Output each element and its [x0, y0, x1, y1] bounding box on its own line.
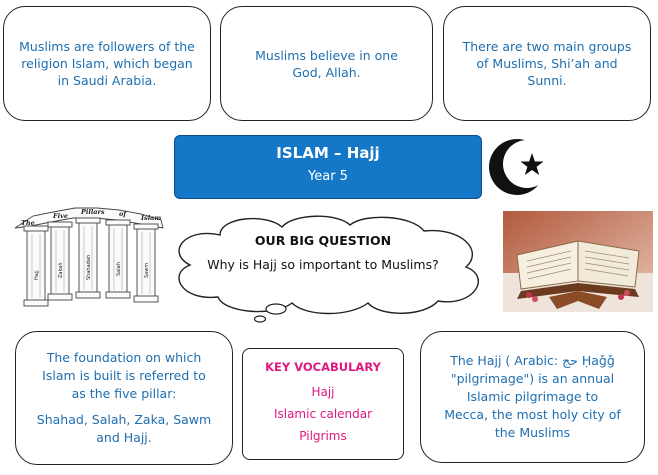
hajj-definition-text: The Hajj ( Arabic: حج‎ Ḥaǧǧ "pilgrimage") is an annual Islamic pilgrimage to Mecca, the most holy city of the Muslims [444, 353, 621, 440]
five-pillars-list: Shahad, Salah, Zaka, Sawm and Hajj. [36, 412, 212, 445]
vocabulary-heading: KEY VOCABULARY [265, 360, 381, 374]
pillars-banner-word: Pillars [81, 208, 105, 216]
fact-card-islam-origin [3, 6, 211, 121]
page-subtitle: Year 5 [308, 169, 348, 184]
fact-card-one-god [220, 6, 433, 121]
quran-image [503, 211, 653, 312]
hajj-definition-card [420, 331, 645, 463]
vocabulary-word: Hajj [311, 385, 335, 399]
vocabulary-word: Islamic calendar [273, 407, 373, 421]
pillar-label: Salah [116, 262, 122, 276]
page-title: ISLAM – Hajj [276, 144, 380, 162]
title-banner [174, 135, 482, 199]
pillar-label: Shahadah [86, 254, 92, 280]
pillars-banner-word: of [119, 210, 127, 218]
fact-card-groups [443, 6, 651, 121]
pillar-label: Sawm [144, 262, 150, 278]
foundation-card [15, 331, 233, 465]
pillar-label: Zakah [58, 262, 64, 278]
five-pillars-illustration [5, 198, 175, 316]
foundation-text: The foundation on which Islam is built is referred to as the five pillar: [42, 350, 206, 401]
fact-text: Muslims are followers of the religion Islam, which began in Saudi Arabia. [19, 39, 195, 88]
fact-text: There are two main groups of Muslims, Shi’ah and Sunni. [462, 39, 632, 88]
pillars-banner-word: Five [53, 212, 68, 220]
pillar-label: Hajj [34, 270, 40, 280]
fact-text: Muslims believe in one God, Allah. [255, 47, 398, 80]
vocabulary-word: Pilgrims [299, 429, 347, 443]
big-question-text: Why is Hajj so important to Muslims? [207, 257, 439, 272]
crescent-star-icon [487, 137, 557, 197]
pillars-banner-word: Islam [141, 214, 162, 222]
big-question-heading: OUR BIG QUESTION [254, 233, 392, 248]
key-vocabulary-card [242, 348, 404, 460]
pillars-banner-word: The [21, 219, 35, 227]
